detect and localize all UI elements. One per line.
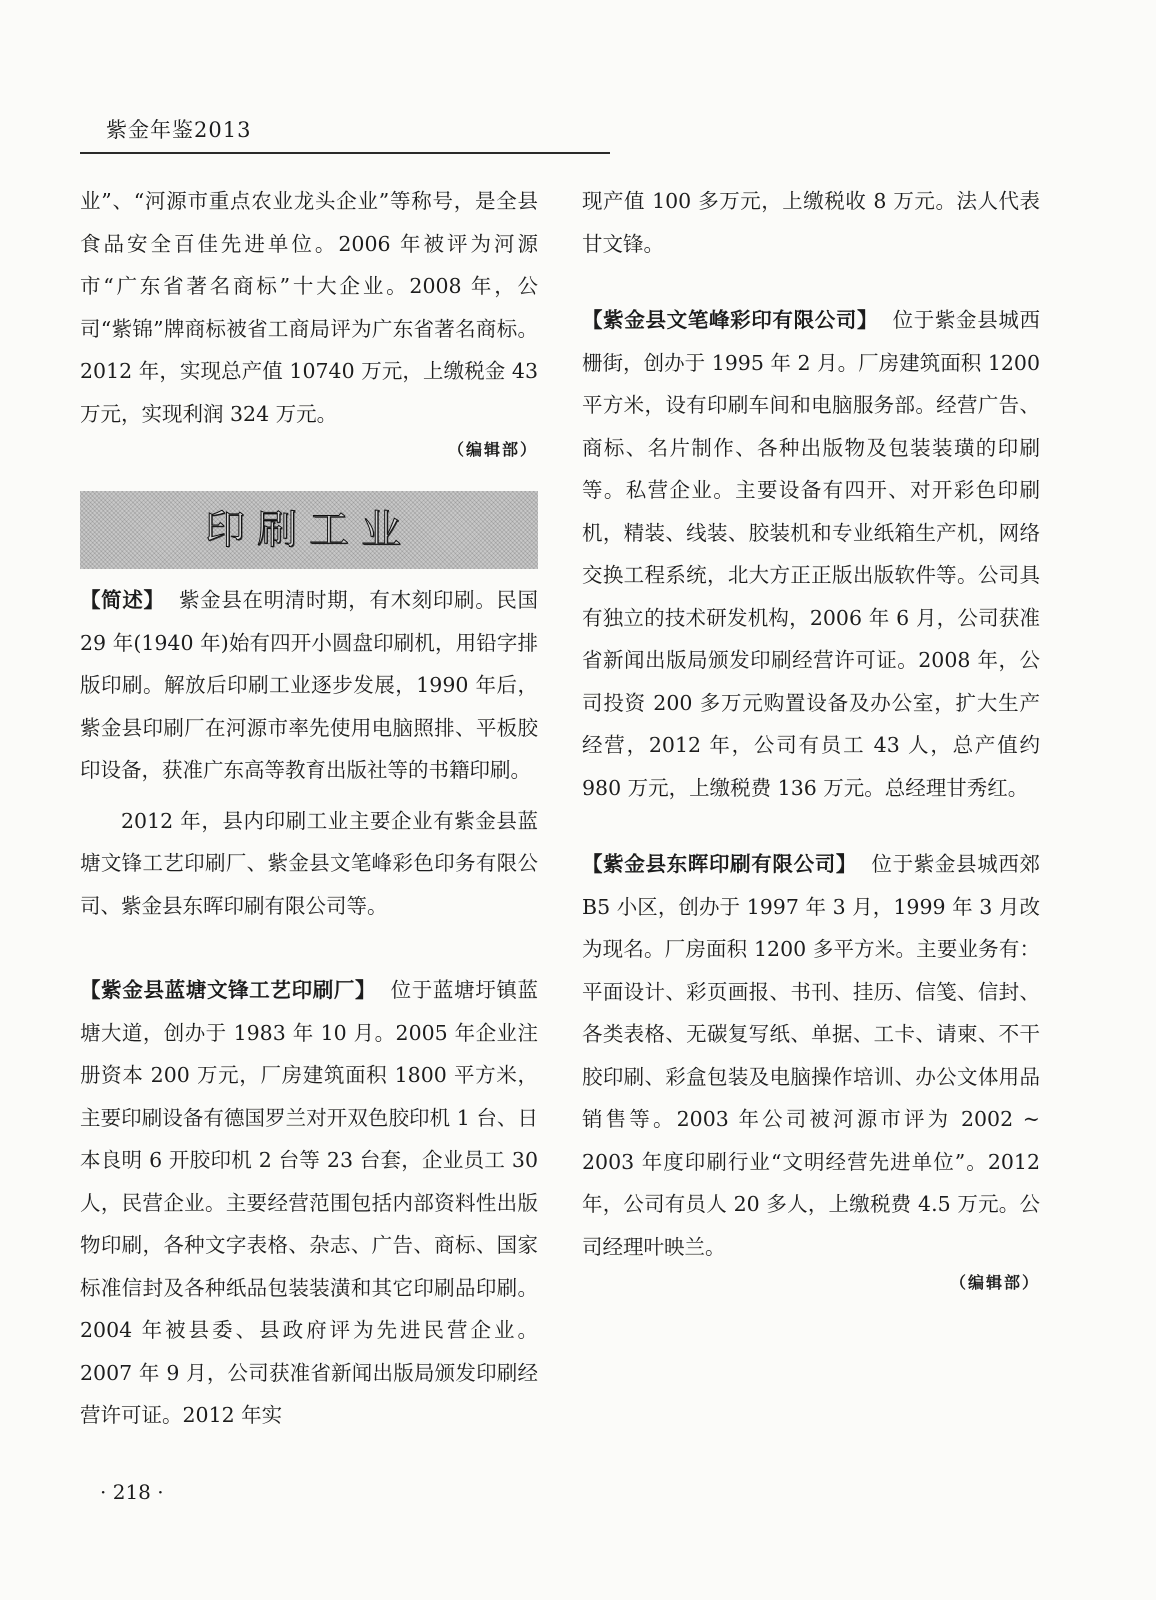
page-number: · 218 · [100, 1480, 164, 1504]
summary-paragraph [80, 579, 538, 792]
header-rule [80, 152, 610, 154]
entry-wenfeng [80, 969, 538, 1437]
right-column [582, 180, 1040, 1298]
paragraph-2012: 2012 年，县内印刷工业主要企业有紫金县蓝塘文锋工艺印刷厂、紫金县文笔峰彩色印务有限公司、紫金县东晖印刷有限公司等。 [80, 808, 538, 918]
entry-wenbifeng [582, 299, 1040, 809]
running-head: 紫金年鉴2013 [106, 118, 252, 142]
section-title-banner [80, 491, 538, 569]
summary-text: 紫金县在明清时期，有木刻印刷。民国 29 年(1940 年)始有四开小圆盘印刷机，用铅字排版印刷。解放后印刷工业逐步发展，1990 年后，紫金县印刷厂在河源市率先使用电脑照排、平板胶印设备，获准广东高等教育出版社等的书籍印刷。 [80, 588, 539, 782]
entry-donghui-label: 【紫金县东晖印刷有限公司】 [582, 852, 858, 876]
entry-wenfeng-text: 位于蓝塘圩镇蓝塘大道，创办于 1983 年 10 月。2005 年企业注册资本 200 万元，厂房建筑面积 1800 平方米，主要印刷设备有德国罗兰对开双色胶印机 1 台、日本良明 6 开胶印机 2 台等 23 台套，企业员工 30 人，民营企业。主要经营范围包括内部资料性出版物印刷，各种文字表格、杂志、广告、商标、国家标准信封及各种纸品包装装潢和其它印刷品印刷。2004 年被县委、县政府评为先进民营企业。2007 年 9 月，公司获准省新闻出版局颁发印刷经营许可证。2012 年实 [80, 978, 539, 1427]
entry-donghui-text: 位于紫金县城西郊 B5 小区，创办于 1997 年 3 月，1999 年 3 月改为现名。厂房面积 1200 多平方米。主要业务有：平面设计、彩页画报、书刊、挂历、信笺、信封、各类表格、无碳复写纸、单据、工卡、请柬、不干胶印刷、彩盒包装及电脑操作培训、办公文体用品销售等。2003 年公司被河源市评为 2002 ~ 2003 年度印刷行业“文明经营先进单位”。2012 年，公司有员人 20 多人，上缴税费 4.5 万元。公司经理叶映兰。 [582, 852, 1041, 1259]
entry-wenfeng-label: 【紫金县蓝塘文锋工艺印刷厂】 [80, 978, 377, 1002]
credit-line-right: （编辑部） [949, 1273, 1040, 1292]
section-title: 印刷工业 [205, 506, 413, 553]
credit-line: （编辑部） [447, 440, 538, 459]
entry-donghui [582, 843, 1040, 1268]
summary-label: 【简述】 [80, 588, 165, 612]
entry-wenbifeng-label: 【紫金县文笔峰彩印有限公司】 [582, 308, 879, 332]
paragraph-continued-right: 现产值 100 多万元，上缴税收 8 万元。法人代表甘文锋。 [582, 189, 1040, 256]
left-column [80, 180, 538, 1437]
paragraph-continued: 业”、“河源市重点农业龙头企业”等称号，是全县食品安全百佳先进单位。2006 年被评为河源市“广东省著名商标”十大企业。2008 年，公司“紫锦”牌商标被省工商局评为广东省著名商标。2012 年，实现总产值 10740 万元，上缴税金 43 万元，实现利润 324 万元。 [80, 189, 538, 426]
entry-wenbifeng-text: 位于紫金县城西栅街，创办于 1995 年 2 月。厂房建筑面积 1200 平方米，设有印刷车间和电脑服务部。经营广告、商标、名片制作、各种出版物及包装装璜的印刷等。私营企业。主要设备有四开、对开彩色印刷机，精装、线装、胶装机和专业纸箱生产机，网络交换工程系统，北大方正正版出版软件等。公司具有独立的技术研发机构，2006 年 6 月，公司获准省新闻出版局颁发印刷经营许可证。2008 年，公司投资 200 多万元购置设备及办公室，扩大生产经营，2012 年，公司有员工 43 人，总产值约 980 万元，上缴税费 136 万元。总经理甘秀红。 [582, 308, 1041, 800]
